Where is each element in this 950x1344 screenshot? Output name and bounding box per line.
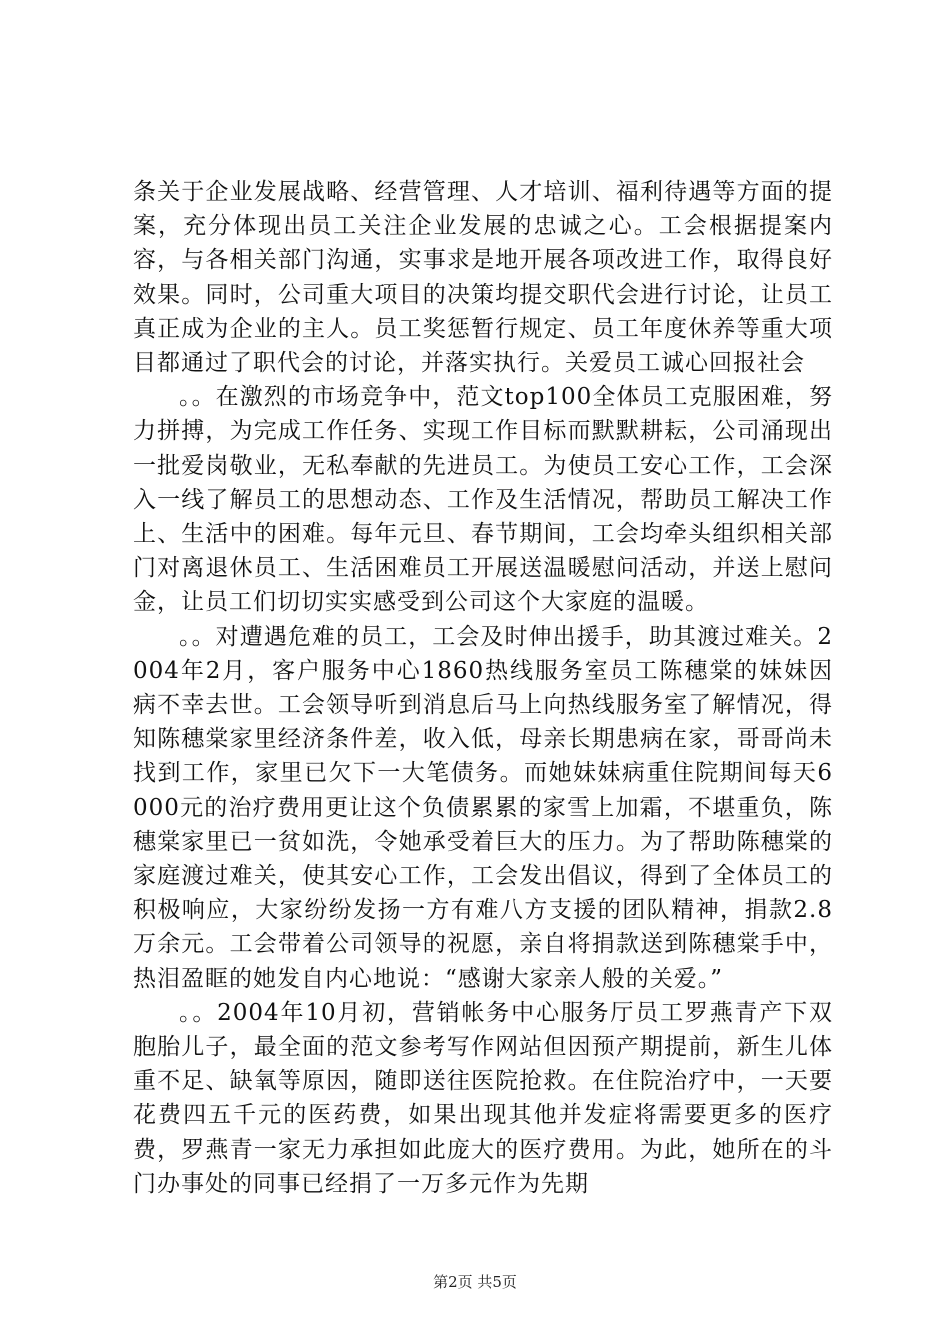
document-body	[133, 175, 833, 1201]
paragraph-3: 。。对遭遇危难的员工，工会及时伸出援手，助其渡过难关。2004年2月，客户服务中心1860热线服务室员工陈穗棠的妹妹因病不幸去世。工会领导听到消息后马上向热线服务室了解情况，得知陈穗棠家里经济条件差，收入低，母亲长期患病在家，哥哥尚未找到工作，家里已欠下一大笔债务。而她妹妹病重住院期间每天6000元的治疗费用更让这个负债累累的家雪上加霜，不堪重负，陈穗棠家里已一贫如洗，令她承受着巨大的压力。为了帮助陈穗棠的家庭渡过难关，使其安心工作，工会发出倡议，得到了全体员工的积极响应，大家纷纷发扬一方有难八方支援的团队精神，捐款2.8万余元。工会带着公司领导的祝愿，亲自将捐款送到陈穗棠手中，热泪盈眶的她发自内心地说：“感谢大家亲人般的关爱。”	[133, 623, 833, 992]
page-footer	[0, 1272, 950, 1292]
paragraph-1: 条关于企业发展战略、经营管理、人才培训、福利待遇等方面的提案，充分体现出员工关注企业发展的忠诚之心。工会根据提案内容，与各相关部门沟通，实事求是地开展各项改进工作，取得良好效果。同时，公司重大项目的决策均提交职代会进行讨论，让员工真正成为企业的主人。员工奖惩暂行规定、员工年度休养等重大项目都通过了职代会的讨论，并落实执行。关爱员工诚心回报社会	[133, 179, 833, 377]
paragraph-2: 。。在激烈的市场竞争中，范文top100全体员工克服困难，努力拼搏，为完成工作任务、实现工作目标而默默耕耘，公司涌现出一批爱岗敬业，无私奉献的先进员工。为使员工安心工作，工会深入一线了解员工的思想动态、工作及生活情况，帮助员工解决工作上、生活中的困难。每年元旦、春节期间，工会均牵头组织相关部门对离退休员工、生活困难员工开展送温暖慰问活动，并送上慰问金，让员工们切切实实感受到公司这个大家庭的温暖。	[133, 384, 833, 616]
paragraph-4: 。。2004年10月初，营销帐务中心服务厅员工罗燕青产下双胞胎儿子，最全面的范文参考写作网站但因预产期提前，新生儿体重不足、缺氧等原因，随即送往医院抢救。在住院治疗中，一天要花费四五千元的医药费，如果出现其他并发症将需要更多的医疗费，罗燕青一家无力承担如此庞大的医疗费用。为此，她所在的斗门办事处的同事已经捐了一万多元作为先期	[133, 999, 833, 1197]
page-number-label: 第2页 共5页	[433, 1273, 517, 1291]
